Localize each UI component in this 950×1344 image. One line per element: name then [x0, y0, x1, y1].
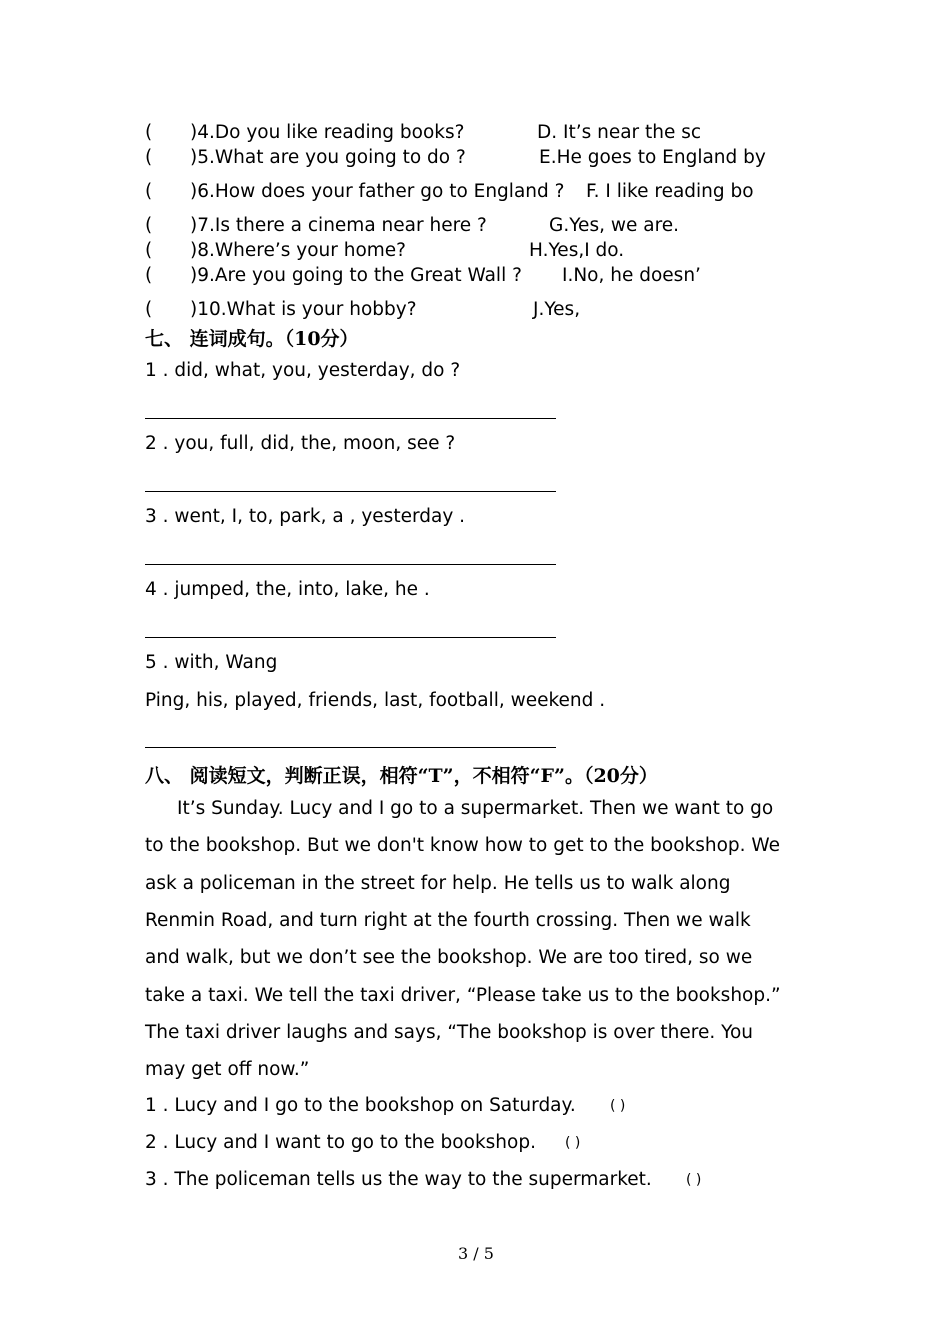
match-paren-7: (: [145, 215, 153, 236]
judge-question-3: 3 . The policeman tells us the way to the supermarket.: [145, 1169, 652, 1190]
match-question-7: )7.Is there a cinema near here ?: [190, 215, 487, 236]
section8-title: 八、 阅读短文，判断正误，相符“T”，不相符“F”。（20分）: [145, 765, 658, 787]
passage-line: ask a policeman in the street for help. He tells us to walk along: [145, 873, 731, 894]
match-paren-9: (: [145, 265, 153, 286]
match-question-5: )5.What are you going to do ?: [190, 147, 466, 168]
match-paren-6: (: [145, 181, 153, 202]
passage-line: may get off now.”: [145, 1059, 310, 1080]
sentence-item-5: 5 . with, Wang: [145, 652, 278, 673]
answer-line-4[interactable]: [145, 637, 556, 638]
sentence-item-4: 4 . jumped, the, into, lake, he .: [145, 579, 430, 600]
passage-line: The taxi driver laughs and says, “The bookshop is over there. You: [145, 1022, 754, 1043]
match-paren-8: (: [145, 240, 153, 261]
match-answer-j: J.Yes,: [533, 299, 581, 320]
sentence-item-1: 1 . did, what, you, yesterday, do ?: [145, 360, 461, 381]
sentence-item-5-continued: Ping, his, played, friends, last, football, weekend .: [145, 690, 606, 711]
judge-question-2: 2 . Lucy and I want to go to the bookshop.: [145, 1132, 536, 1153]
answer-line-1[interactable]: [145, 418, 556, 419]
match-answer-d: D. It’s near the sc: [537, 122, 702, 143]
passage-line: take a taxi. We tell the taxi driver, “Please take us to the bookshop.”: [145, 985, 781, 1006]
passage-line: to the bookshop. But we don't know how to get to the bookshop. We: [145, 835, 781, 856]
match-paren-4: (: [145, 122, 153, 143]
sentence-item-2: 2 . you, full, did, the, moon, see ?: [145, 433, 456, 454]
answer-line-3[interactable]: [145, 564, 556, 565]
match-question-4: )4.Do you like reading books?: [190, 122, 465, 143]
judge-question-1: 1 . Lucy and I go to the bookshop on Saturday.: [145, 1095, 576, 1116]
match-question-10: )10.What is your hobby?: [190, 299, 417, 320]
section7-title: 七、 连词成句。（10分）: [145, 328, 359, 350]
judge-blank-2[interactable]: ( ): [565, 1135, 581, 1151]
match-paren-5: (: [145, 147, 153, 168]
match-paren-10: (: [145, 299, 153, 320]
judge-blank-3[interactable]: ( ): [686, 1172, 702, 1188]
sentence-item-3: 3 . went, I, to, park, a , yesterday .: [145, 506, 466, 527]
match-answer-g: G.Yes, we are.: [549, 215, 680, 236]
match-question-6: )6.How does your father go to England ?: [190, 181, 565, 202]
passage-line: Renmin Road, and turn right at the fourth crossing. Then we walk: [145, 910, 751, 931]
page-number: 3 / 5: [458, 1244, 494, 1263]
answer-line-5[interactable]: [145, 747, 556, 748]
match-answer-h: H.Yes,I do.: [529, 240, 625, 261]
match-question-8: )8.Where’s your home?: [190, 240, 406, 261]
match-answer-f: F. I like reading bo: [586, 181, 754, 202]
answer-line-2[interactable]: [145, 491, 556, 492]
passage-line: It’s Sunday. Lucy and I go to a supermarket. Then we want to go: [177, 798, 774, 819]
passage-line: and walk, but we don’t see the bookshop. We are too tired, so we: [145, 947, 753, 968]
match-question-9: )9.Are you going to the Great Wall ?: [190, 265, 522, 286]
match-answer-i: I.No, he doesn’: [562, 265, 701, 286]
judge-blank-1[interactable]: ( ): [610, 1098, 626, 1114]
match-answer-e: E.He goes to England by: [539, 147, 766, 168]
